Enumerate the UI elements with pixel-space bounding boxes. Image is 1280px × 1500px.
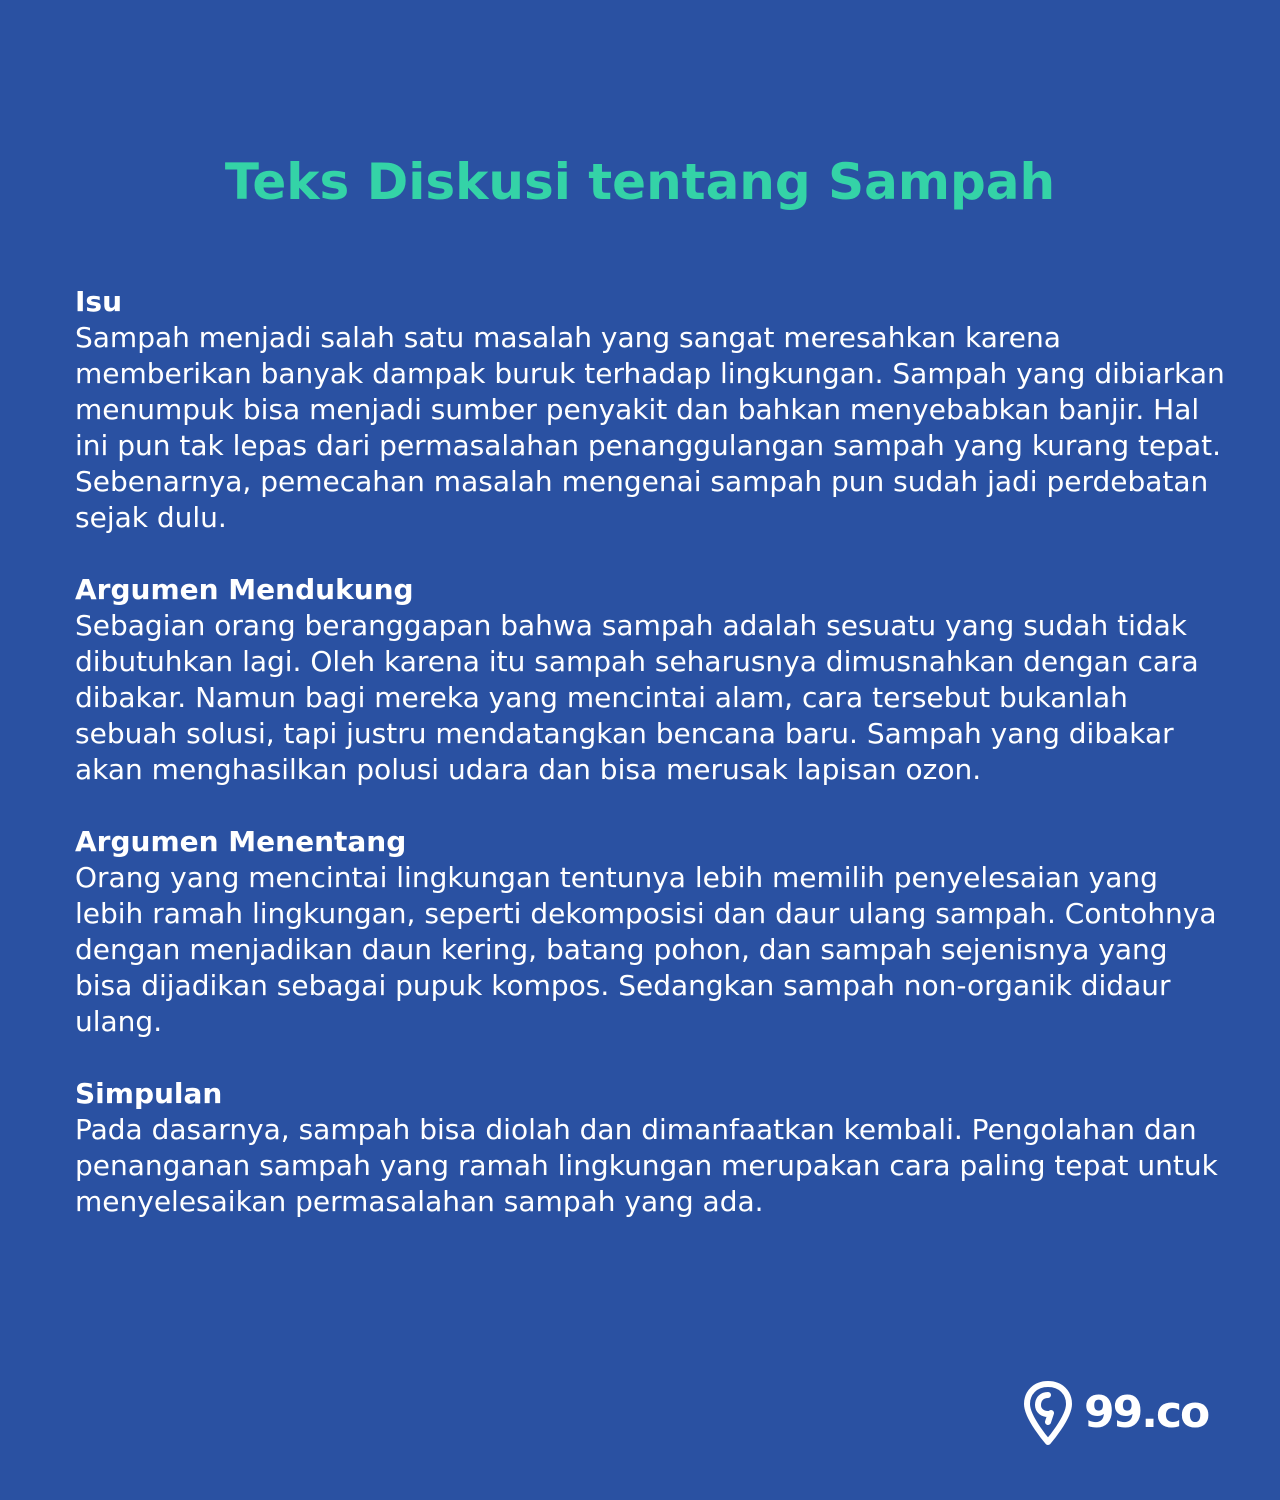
section-heading: Argumen Menentang [75,825,407,858]
section-heading: Isu [75,285,123,318]
section-body: Sampah menjadi salah satu masalah yang sangat meresahkan karena memberikan banyak dampak buruk terhadap lingkungan. Sampah yang dibiarkan menumpuk bisa menjadi sumber penyakit dan bahkan menyebabkan banjir. Hal ini pun tak lepas dari permasalahan penanggulangan sampah yang kurang tepat. Sebenarnya, pemecahan masalah mengenai sampah pun sudah jadi perdebatan sejak dulu. [75,321,1225,534]
section-body: Orang yang mencintai lingkungan tentunya lebih memilih penyelesaian yang lebih ramah lingkungan, seperti dekomposisi dan daur ulang sampah. Contohnya dengan menjadikan daun kering, batang pohon, dan sampah sejenisnya yang bisa dijadikan sebagai pupuk kompos. Sedangkan sampah non-organik didaur ulang. [75,861,1217,1038]
section-argumen-menentang [75,824,1225,1040]
section-simpulan [75,1076,1225,1220]
section-argumen-mendukung [75,572,1225,788]
section-body: Pada dasarnya, sampah bisa diolah dan dimanfaatkan kembali. Pengolahan dan penanganan sampah yang ramah lingkungan merupakan cara paling tepat untuk menyelesaikan permasalahan sampah yang ada. [75,1113,1218,1218]
discussion-text [75,284,1225,1256]
location-pin-icon [1022,1380,1074,1446]
section-heading: Argumen Mendukung [75,573,414,606]
section-isu [75,284,1225,536]
logo-text: 99.co [1084,1387,1209,1438]
section-heading: Simpulan [75,1077,223,1110]
section-body: Sebagian orang beranggapan bahwa sampah adalah sesuatu yang sudah tidak dibutuhkan lagi. Oleh karena itu sampah seharusnya dimusnahkan dengan cara dibakar. Namun bagi mereka yang mencintai alam, cara tersebut bukanlah sebuah solusi, tapi justru mendatangkan bencana baru. Sampah yang dibakar akan menghasilkan polusi udara dan bisa merusak lapisan ozon. [75,609,1199,786]
page-title: Teks Diskusi tentang Sampah [224,153,1056,211]
brand-logo [1022,1380,1208,1446]
